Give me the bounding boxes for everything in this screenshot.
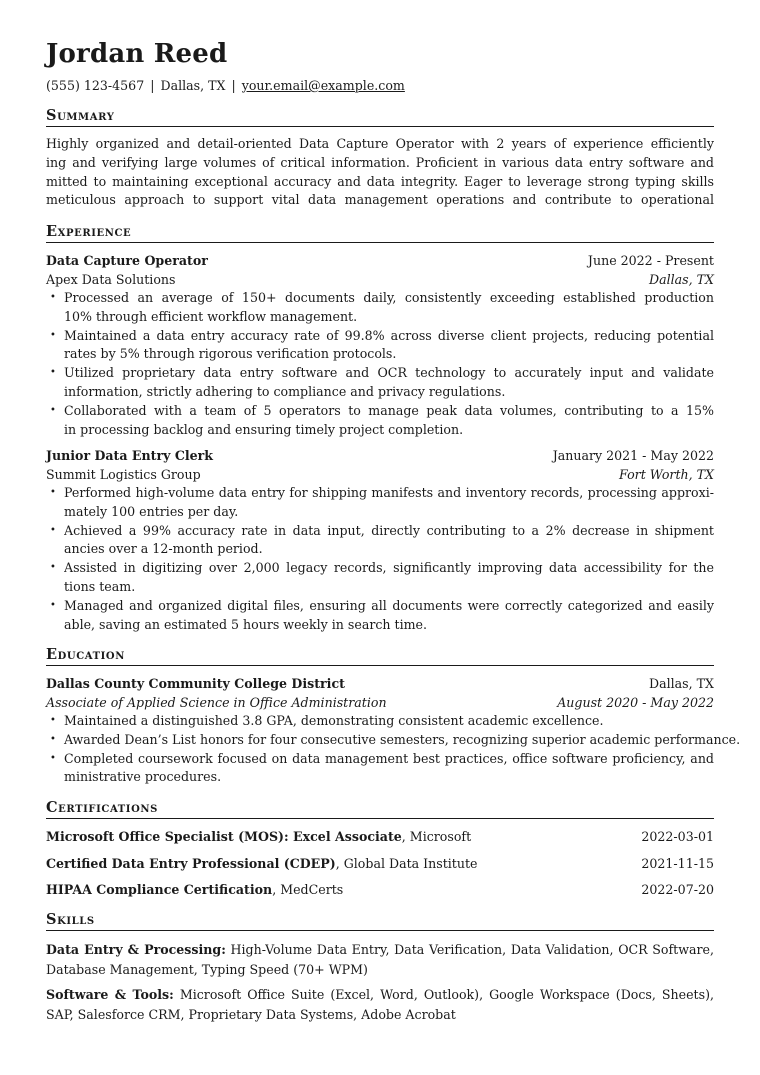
section-title-certifications: Certifications [46,799,714,819]
summary-line: Highly organized and detail-oriented Data Capture Operator with 2 years of experience efficiently [46,136,714,151]
school-location: Dallas, TX [648,676,714,691]
summary-line: ing and verifying large volumes of critical information. Proficient in various data entry software and [46,154,714,170]
certification-issuer: , Global Data Institute [335,856,478,871]
bullet-icon: • [50,329,56,341]
list-item [46,522,714,560]
job-bullets [46,289,714,439]
email-link[interactable]: your.email@example.com [241,78,405,93]
bullet-line: Assisted in digitizing over 2,000 legacy records, significantly improving data accessibility for the [64,560,714,576]
bullet-icon: • [50,752,56,764]
certification-row [46,827,714,846]
bullet-icon: • [50,715,56,726]
skill-label: Data Entry & Processing: [46,942,226,957]
job-company: Apex Data Solutions [46,272,176,287]
job-location: Dallas, TX [648,272,714,287]
certification-date: 2021-11-15 [641,856,714,871]
job-subheader [46,465,714,484]
bullet-icon: • [50,292,56,303]
education-subheader [46,693,714,712]
skill-label: Software & Tools: [46,987,174,1002]
list-item [46,289,714,327]
bullet-line: Maintained a distinguished 3.8 GPA, demonstrating consistent academic excellence. [64,713,604,728]
list-item [46,712,714,731]
list-item [46,597,714,635]
skill-line [46,940,714,960]
list-item [46,559,714,597]
bullet-line: rates by 5% through rigorous verification protocols. [64,346,397,362]
job-location: Fort Worth, TX [619,467,714,482]
job-bullets [46,484,714,634]
separator: | [150,78,155,93]
list-item [46,402,714,440]
certification-name: HIPAA Compliance Certification [46,882,273,897]
list-item [46,750,714,788]
bullet-icon: • [50,367,56,379]
bullet-line: Processed an average of 150+ documents daily, consistently exceeding established production [64,290,714,305]
list-item [46,484,714,522]
list-item [46,731,741,750]
certification-issuer: , Microsoft [401,829,472,844]
job-dates: June 2022 - Present [587,253,714,268]
candidate-name: Jordan Reed [46,39,228,69]
skill-line: Database Management, Typing Speed (70+ WPM) [46,961,368,977]
bullet-line: Completed coursework focused on data management best practices, office software proficiency, and [64,750,714,766]
phone: (555) 123-4567 [46,78,145,93]
skill-values: High-Volume Data Entry, Data Verification, Data Validation, OCR Software, [225,942,714,957]
bullet-line: Utilized proprietary data entry software and OCR technology to accurately input and validate [64,365,714,381]
bullet-line: Achieved a 99% accuracy rate in data input, directly contributing to a 2% decrease in shipment [64,522,714,538]
section-title-experience: Experience [46,223,714,243]
certification-row [46,854,714,873]
section-title-skills: Skills [46,911,714,931]
bullet-icon: • [50,562,56,574]
bullet-icon: • [50,404,56,416]
section-title-education: Education [46,646,714,666]
certification-date: 2022-03-01 [641,829,714,844]
job-subheader [46,270,714,289]
certification-date: 2022-07-20 [641,882,714,897]
summary-text [46,135,714,210]
list-item [46,364,714,402]
education-bullets [46,712,741,787]
bullet-icon: • [50,487,56,498]
bullet-line: Performed high-volume data entry for shipping manifests and inventory records, processing approxi- [64,485,714,500]
bullet-line: Maintained a data entry accuracy rate of 99.8% across diverse client projects, reducing potential [64,327,714,343]
bullet-icon: • [50,599,56,611]
bullet-line: ministrative procedures. [64,769,222,785]
job-dates: January 2021 - May 2022 [552,448,714,463]
degree: Associate of Applied Science in Office Administration [46,695,387,710]
separator: | [231,78,236,93]
job-company: Summit Logistics Group [46,467,201,482]
skill-line: SAP, Salesforce CRM, Proprietary Data Systems, Adobe Acrobat [46,1006,456,1022]
bullet-icon: • [50,524,56,536]
bullet-line: 10% through efficient workflow management. [64,308,358,324]
certification-name: Microsoft Office Specialist (MOS): Excel Associate [46,829,402,844]
certification-name: Certified Data Entry Professional (CDEP) [46,856,336,871]
bullet-line: able, saving an estimated 5 hours weekly in search time. [64,616,428,632]
job-header [46,446,714,465]
summary-line: meticulous approach to support vital data management operations and contribute to operational [46,192,714,208]
skill-group [46,940,714,979]
summary-line: mitted to maintaining exceptional accuracy and data integrity. Eager to leverage strong typing skills [46,173,714,189]
bullet-line: Collaborated with a team of 5 operators to manage peak data volumes, contributing to a 15% [64,402,714,418]
bullet-icon: • [50,733,56,745]
job-role: Data Capture Operator [46,253,208,268]
skill-group [46,985,714,1024]
location: Dallas, TX [160,78,226,93]
bullet-line: ancies over a 12-month period. [64,541,263,557]
bullet-line: Awarded Dean’s List honors for four consecutive semesters, recognizing superior academic performance. [64,731,741,747]
bullet-line: in processing backlog and ensuring timely project completion. [64,421,464,437]
bullet-line: tions team. [64,578,136,594]
section-title-summary: Summary [46,107,714,127]
education-header [46,674,714,693]
list-item [46,327,714,365]
certification-issuer: , MedCerts [272,882,344,897]
skill-values: Microsoft Office Suite (Excel, Word, Outlook), Google Workspace (Docs, Sheets), [173,987,714,1002]
job-header [46,251,714,270]
education-dates: August 2020 - May 2022 [557,695,714,710]
job-role: Junior Data Entry Clerk [46,448,214,463]
certification-row [46,880,714,899]
contact-line [46,77,405,95]
bullet-line: mately 100 entries per day. [64,503,239,519]
skill-line [46,985,714,1005]
bullet-line: Managed and organized digital files, ensuring all documents were correctly categorized and easily [64,597,714,613]
bullet-line: information, strictly adhering to compliance and privacy regulations. [64,383,506,399]
school-name: Dallas County Community College District [46,676,345,691]
